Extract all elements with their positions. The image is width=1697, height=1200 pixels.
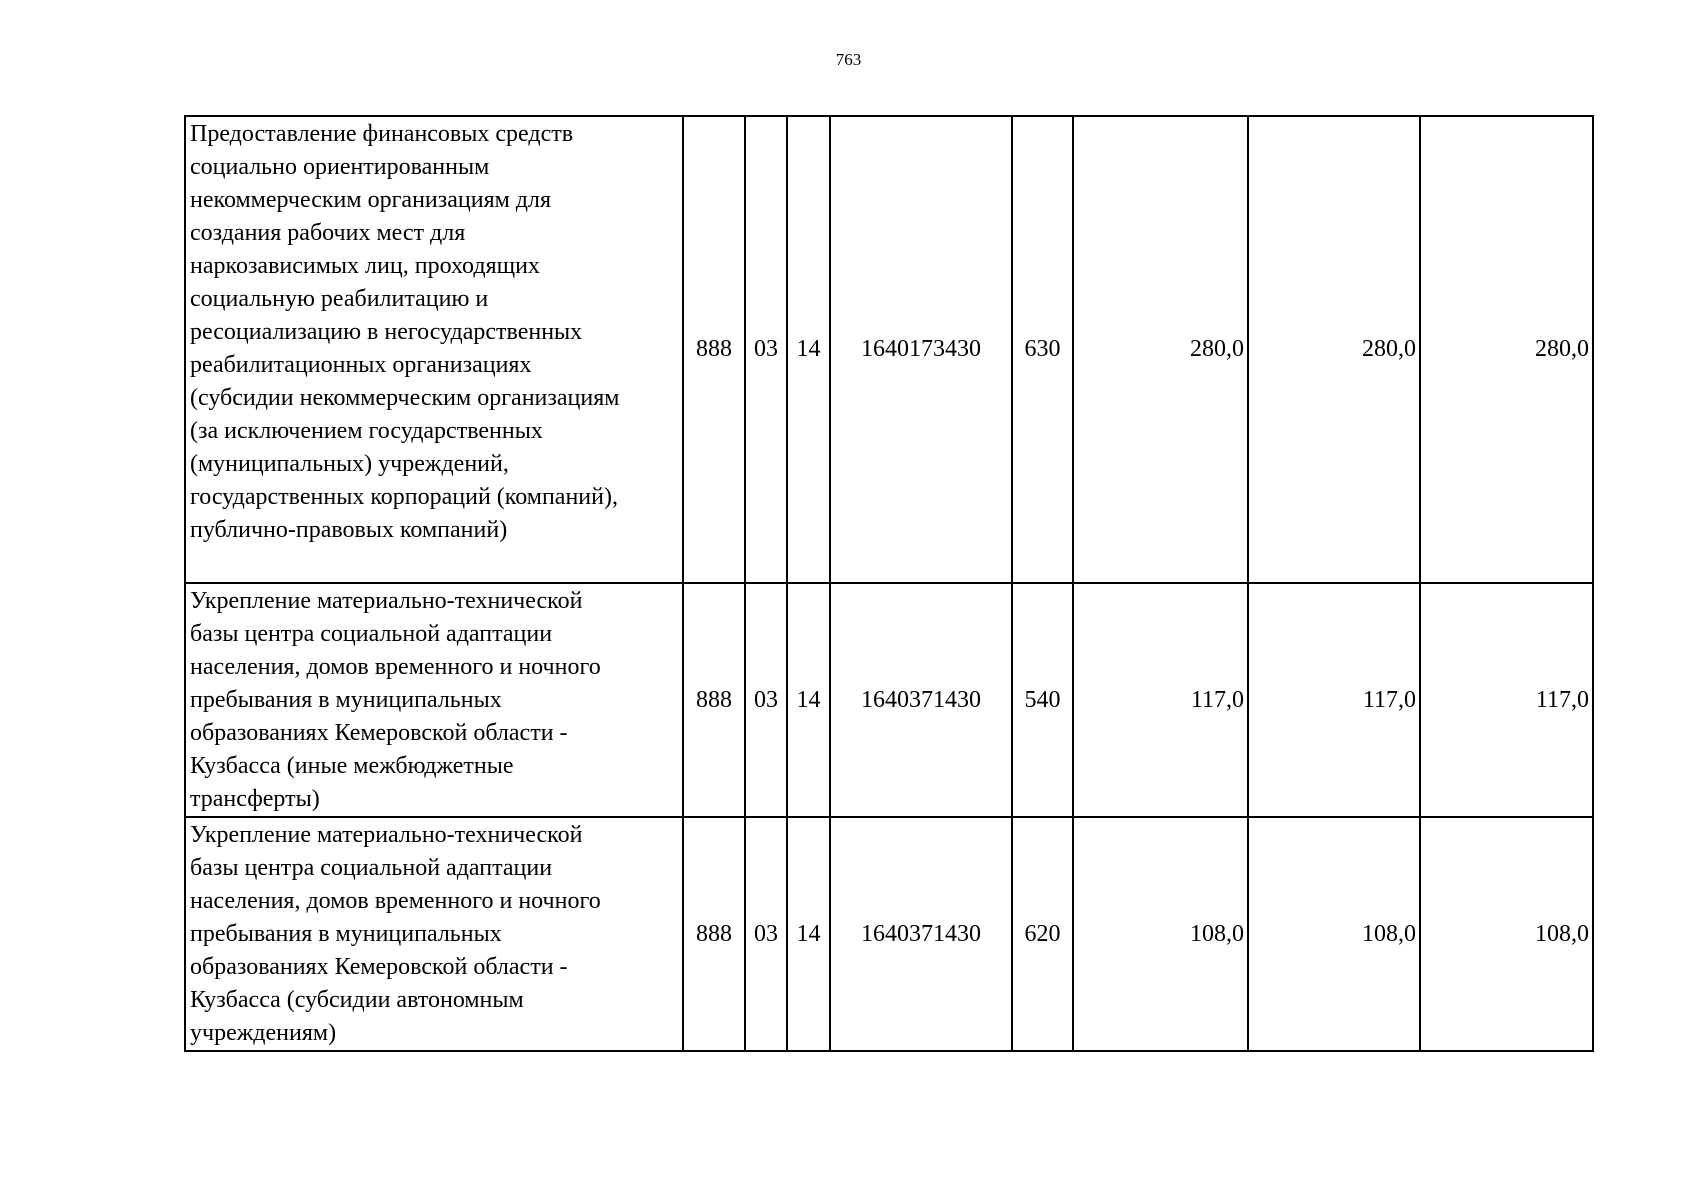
row-description: Укрепление материально-технической базы центра социальной адаптации населения, домов временного и ночного пребывания в муниципальных образованиях Кемеровской области - Кузбасса (субсидии автономным учреждениям) xyxy=(185,817,683,1051)
amount-1: 280,0 xyxy=(1073,116,1248,583)
amount-1: 117,0 xyxy=(1073,583,1248,817)
row-description: Укрепление материально-технической базы центра социальной адаптации населения, домов временного и ночного пребывания в муниципальных образованиях Кемеровской области - Кузбасса (иные межбюджетные трансферты) xyxy=(185,583,683,817)
table-row xyxy=(185,116,1593,583)
amount-1: 108,0 xyxy=(1073,817,1248,1051)
subsection-code: 14 xyxy=(787,116,830,583)
table-row xyxy=(185,817,1593,1051)
target-article-code: 1640173430 xyxy=(830,116,1012,583)
target-article-code: 1640371430 xyxy=(830,583,1012,817)
table-row xyxy=(185,583,1593,817)
target-article-code: 1640371430 xyxy=(830,817,1012,1051)
budget-table xyxy=(184,115,1594,1052)
expense-type-code: 620 xyxy=(1012,817,1073,1051)
amount-2: 280,0 xyxy=(1248,116,1420,583)
expense-type-code: 540 xyxy=(1012,583,1073,817)
page-number: 763 xyxy=(835,50,862,69)
row-description: Предоставление финансовых средств социально ориентированным некоммерческим организациям для создания рабочих мест для наркозависимых лиц, проходящих социальную реабилитацию и ресоциализацию в негосударственных реабилитационных организациях (субсидии некоммерческим организациям (за исключением государственных (муниципальных) учреждений, государственных корпораций (компаний), публично-правовых компаний) xyxy=(185,116,683,583)
ministry-code: 888 xyxy=(683,116,745,583)
subsection-code: 14 xyxy=(787,817,830,1051)
expense-type-code: 630 xyxy=(1012,116,1073,583)
amount-3: 280,0 xyxy=(1420,116,1593,583)
amount-3: 108,0 xyxy=(1420,817,1593,1051)
amount-2: 108,0 xyxy=(1248,817,1420,1051)
ministry-code: 888 xyxy=(683,583,745,817)
section-code: 03 xyxy=(745,583,787,817)
ministry-code: 888 xyxy=(683,817,745,1051)
section-code: 03 xyxy=(745,116,787,583)
amount-2: 117,0 xyxy=(1248,583,1420,817)
subsection-code: 14 xyxy=(787,583,830,817)
amount-3: 117,0 xyxy=(1420,583,1593,817)
section-code: 03 xyxy=(745,817,787,1051)
